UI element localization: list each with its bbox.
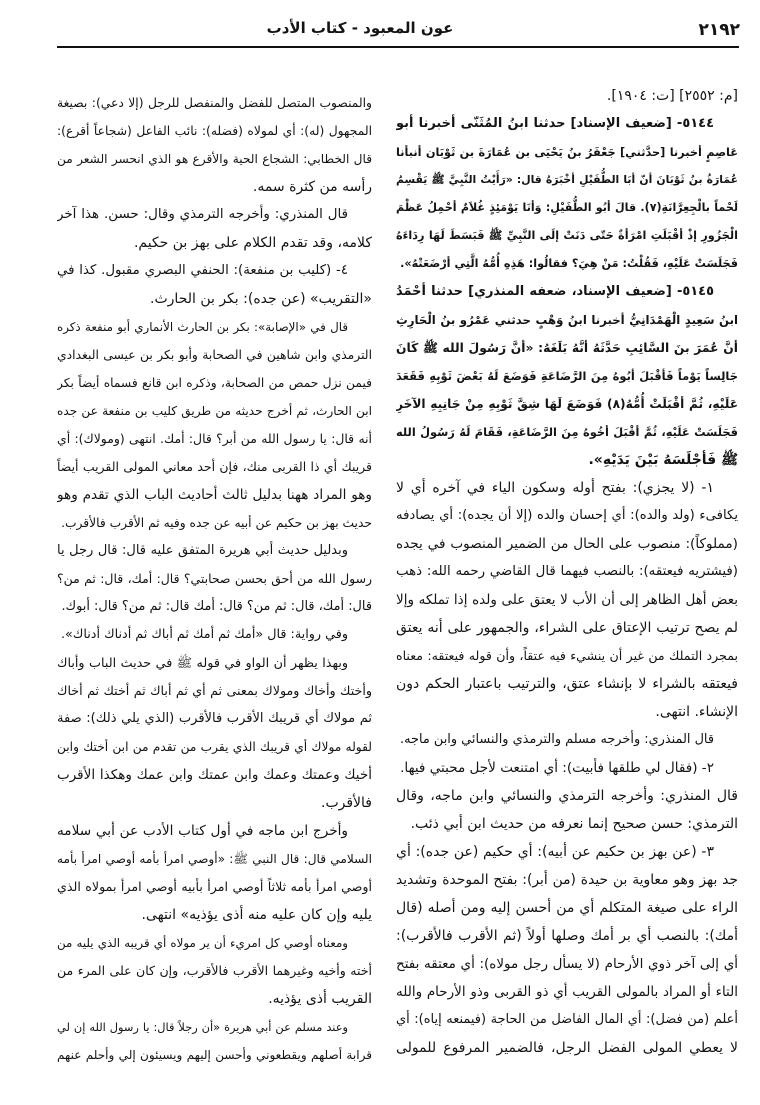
text-line: وهو المراد ههنا بدليل ثالث أحاديث الباب الذي تقدم وهو xyxy=(57,487,372,503)
text-line: الترمذي وابن شاهين في الصحابة وأبو بكر بن عيسى البغدادي xyxy=(57,348,372,362)
running-title: عون المعبود - كتاب الأدب xyxy=(266,19,454,37)
text-line: المجهول (له): أي لمولاه (فضله): نائب الفاعل (شجاعاً أقرع): xyxy=(57,124,372,138)
text-line: قال في «الإصابة»: بكر بن الحارث الأنماري أبو منفعة ذكره xyxy=(57,320,348,334)
text-line: فيعتقه بالشراء لا بإنشاء عتق، والترتيب باعتبار الحكم دون xyxy=(396,676,738,692)
text-line: عَاصِمٍ أخبرنا [حدَّثني] جَعْفَرُ بنُ يَحْيَى بن عُمَارَةَ بن ثَوْبَان أنبأنا xyxy=(396,145,738,159)
text-line: قال: أمك، قال: ثم من؟ قال: أمك قال: ثم من؟ قال: أبوك. xyxy=(61,599,372,614)
text-line: وأختك وأخاك ومولاك بمعنى ثم أي ثم أباك ثم أختك ثم أخاك xyxy=(57,683,372,698)
text-line: والمنصوب المتصل للفضل والمنفصل للرجل (إلا دعي): بصيغة xyxy=(57,96,372,110)
text-line: أنَّ عُمَرَ بنَ السَّائِبِ حَدَّثَهُ أنَّهُ بَلَغَهُ: «أنَّ رَسُولَ الله ﷺ كَانَ xyxy=(396,341,738,355)
text-line: قال المنذري: وأخرجه الترمذي والنسائي وابن ماجه، وقال xyxy=(396,788,738,804)
text-line: لا يعطي المولى الفضل الرجل، فالضمير المرفوع للمولى xyxy=(396,1040,738,1056)
text-line: وبهذا يظهر أن الواو في قوله ﷺ في حديث الباب وأباك xyxy=(57,655,348,670)
text-line: حديث بهز بن حكيم عن أبيه عن جده وفيه ثم الأقرب فالأقرب. xyxy=(61,516,372,530)
text-line: الْجَزُورِ إذْ أقْبَلَتِ امْرَأةٌ حَتّى دَنَتْ إلَى النَّبِيِّ ﷺ فَبَسَطَ لَهَا رِدَاءَهُ xyxy=(396,229,738,242)
text-line: جد بهز وهو معاوية بن حيدة (من أبر): بفتح الموحدة وتشديد xyxy=(396,872,738,888)
text-line: ٥١٤٤- [ضعيف الإسناد] حدثنا ابنُ المُثَنّى أخبرنا أبو xyxy=(396,116,714,131)
text-line: التاء أو المراد بالمولى القريب أي ذو القربى وذو الأرحام والله xyxy=(396,984,738,1000)
text-line: ١- (لا يجزي): بفتح أوله وسكون الياء في آخره أي لا xyxy=(396,480,714,496)
text-line: وفي رواية: قال «أمك ثم أمك ثم أباك ثم أدناك أدناك». xyxy=(61,627,348,642)
text-line: [م: ٢٥٥٢] [ت: ١٩٠٤]. xyxy=(606,88,738,104)
text-line: قال المنذري: وأخرجه الترمذي وقال: حسن. هذا آخر xyxy=(57,207,348,222)
text-line: فَجَلَسَتْ عَلَيْهِ، ثُمَّ أقْبَلَ أخُوهُ مِنَ الرَّضَاعَةِ، فَقَامَ لَهُ رَسُولُ الله xyxy=(396,425,738,439)
text-line: فالأقرب. xyxy=(321,795,372,811)
text-line: الراء على صيغة المتكلم أي من أحسن إليه ومن أصله (قال xyxy=(396,900,738,916)
page-number: ٢١٩٢ xyxy=(698,20,740,40)
text-line: الترمذي: حسن صحيح إنما نعرفه من حديث ابن أبي ذئب. xyxy=(410,816,738,832)
text-line: قال الخطابي: الشجاع الحية والأقرع هو الذي انحسر الشعر من xyxy=(57,152,372,166)
text-line: أمك): بالنصب أي بر أمك وصلها أولاً (ثم الأقرب فالأقرب): xyxy=(396,928,738,944)
text-line: كلامه، وقد تقدم الكلام على بهز بن حكيم. xyxy=(133,235,372,251)
text-line: جَالِساً يَوْماً فَأقْبَلَ أبُوهُ مِنَ الرَّضَاعَةِ فَوَضَعَ لَهُ بَعْضَ ثَوْبِهِ فَقَعَدَ xyxy=(396,369,738,383)
text-line: بعض أهل الظاهر إلى أن الأب لا يعتق على ولده إذا تملكه وإلا xyxy=(396,592,738,608)
text-line: أي إلى آخر ذوي الأرحام (لا يسأل رجل مولاه): أي معتقه بفتح xyxy=(396,956,738,972)
text-line: وبدليل حديث أبي هريرة المتفق عليه قال: قال رجل يا xyxy=(57,543,348,558)
text-line: ومعناه أوصي كل امريء أن ير مولاه أي قريبه الذي يليه من xyxy=(57,936,348,950)
text-line: ٢- (فقال لي طلقها فأبيت): أي امتنعت لأجل محبتي فيها. xyxy=(400,760,714,776)
right-text-column xyxy=(396,82,738,1062)
text-line: قريبك أي ذا القربى منك، فإن أحد معاني المولى القريب أيضاً xyxy=(57,459,372,474)
text-line: لَحْماً بالْجِعِرَّانَةِ(٧). قالَ أبُو الطُّفَيْلِ: وَأنَا يَوْمَئِذٍ غُلاَمٌ أحْمِلُ عَظْمَ xyxy=(396,201,738,214)
text-line: ابنُ سَعِيدٍ الْهَمْدَانِيُّ أخبرنا ابنُ وَهْبٍ حدثني عَمْرُو بنُ الْحَارِثِ xyxy=(396,313,738,327)
text-line: (مملوكاً): منصوب على الحال من الضمير المنصوب في يجده xyxy=(396,536,738,552)
text-line: رأسه من كثرة سمه. xyxy=(252,179,372,195)
text-line: الإنشاء. انتهى. xyxy=(655,704,738,720)
text-line: «التقريب» (عن جده): بكر بن الحارث. xyxy=(150,291,372,307)
text-line: (فيشتريه فيعتقه): بالنصب فيهما قال القاضي رحمه الله: ذهب xyxy=(396,564,738,579)
text-line: وعند مسلم عن أبي هريرة «أن رجلاً قال: يا رسول الله إن لي xyxy=(57,1020,348,1034)
text-line: عَلَيْهِ، ثُمَّ أقْبَلَتْ أُمُّهُ(٨) فَوَضَعَ لَهَا شِقَّ ثَوْبِهِ مِنْ جَانِبِهِ الآخَرِ xyxy=(396,397,738,411)
text-line: لقوله مولاك أي قريبك الذي يقرب من تقدم من ابن أختك وابن xyxy=(57,740,372,754)
text-line: رسول الله من أحق بحسن صحابتي؟ قال: أمك، قال: ثم من؟ xyxy=(57,571,372,586)
text-line: ٤- (كليب بن منفعة): الحنفي البصري مقبول. كذا في xyxy=(57,263,348,278)
text-line: ابن الحارث، ثم أخرج حديثه من طريق كليب بن منفعة عن جده xyxy=(57,404,372,418)
text-line: أخيك وعمتك وعمك وابن عمتك وابن عمك وهكذا الأقرب xyxy=(57,767,372,783)
text-line: ٣- (عن بهز بن حكيم عن أبيه): أي حكيم (عن جده): أي xyxy=(396,844,714,860)
text-line: يليه وإن كان عليه منه أذى يؤذيه» انتهى. xyxy=(141,907,372,923)
text-line: ﷺ فَأجْلَسَهُ بَيْنَ يَدَيْهِ». xyxy=(588,452,738,468)
text-line: أنه قال: يا رسول الله من أبر؟ قال: أمك. انتهى (ومولاك): أي xyxy=(57,431,372,446)
text-line: أوصي امرأ بأمه ثلاثاً أوصي امرأ بأبيه أوصي امرأ بمولاه الذي xyxy=(57,879,372,894)
left-text-column xyxy=(57,89,372,1069)
text-line: ثم مولاك أي قريبك الأقرب فالأقرب (الذي يلي ذلك): صفة xyxy=(57,711,372,726)
text-line: أعلم (من فضل): أي المال الفاضل من الحاجة (فيمنعه إياه): أي xyxy=(396,1012,738,1027)
text-line: أخته وأخيه وغيرهما الأقرب فالأقرب، وإن كان على المرء من xyxy=(57,963,372,978)
text-line: بمجرد التملك من غير أن ينشيء فيه عتقاً، وأن قوله فيعتقه: معناه xyxy=(396,648,738,663)
text-line: قرابة أصلهم ويقطعوني وأحسن إليهم ويسيئون إلي وأحلم عنهم xyxy=(57,1048,372,1062)
text-line: القريب أذى يؤذيه. xyxy=(268,991,372,1007)
text-line: لم يصح ترتيب الإعتاق على الشراء، والجمهور على أنه يعتق xyxy=(396,620,738,636)
text-line: عُمَارَةُ بنُ ثَوْبَانَ أنّ أبَا الطُّفَيْلِ أخْبَرَهُ قال: «رَأَيْتُ النَّبِيَّ ﷺ يَقْسِمُ xyxy=(396,173,738,186)
text-line: قال المنذري: وأخرجه مسلم والترمذي والنسائي وابن ماجه. xyxy=(400,732,714,747)
text-line: يكافىء (ولد والده): أي إحسان والده (إلا أن يجده): أي يصادفه xyxy=(396,508,738,523)
text-line: وأخرج ابن ماجه في أول كتاب الأدب عن أبي سلامه xyxy=(57,823,348,839)
header-rule xyxy=(57,46,739,48)
text-line: فيمن نزل حمص من الصحابة، وذكره ابن قانع فسماه أيضاً بكر xyxy=(57,376,372,390)
text-line: ٥١٤٥- [ضعيف الإسناد، ضعفه المنذري] حدثنا أحْمَدُ xyxy=(396,284,714,299)
text-line: فَجَلَسَتْ عَلَيْهِ، فَقُلْتُ: مَنْ هِيَ؟ فقالُوا: هَذِهِ أُمُّهُ الَّتِي أرْضَعَتْهُ». xyxy=(400,257,738,270)
text-line: السلامي قال: قال النبي ﷺ: «أوصي امرأ بأمه أوصي امرأ بأمه xyxy=(57,852,372,866)
